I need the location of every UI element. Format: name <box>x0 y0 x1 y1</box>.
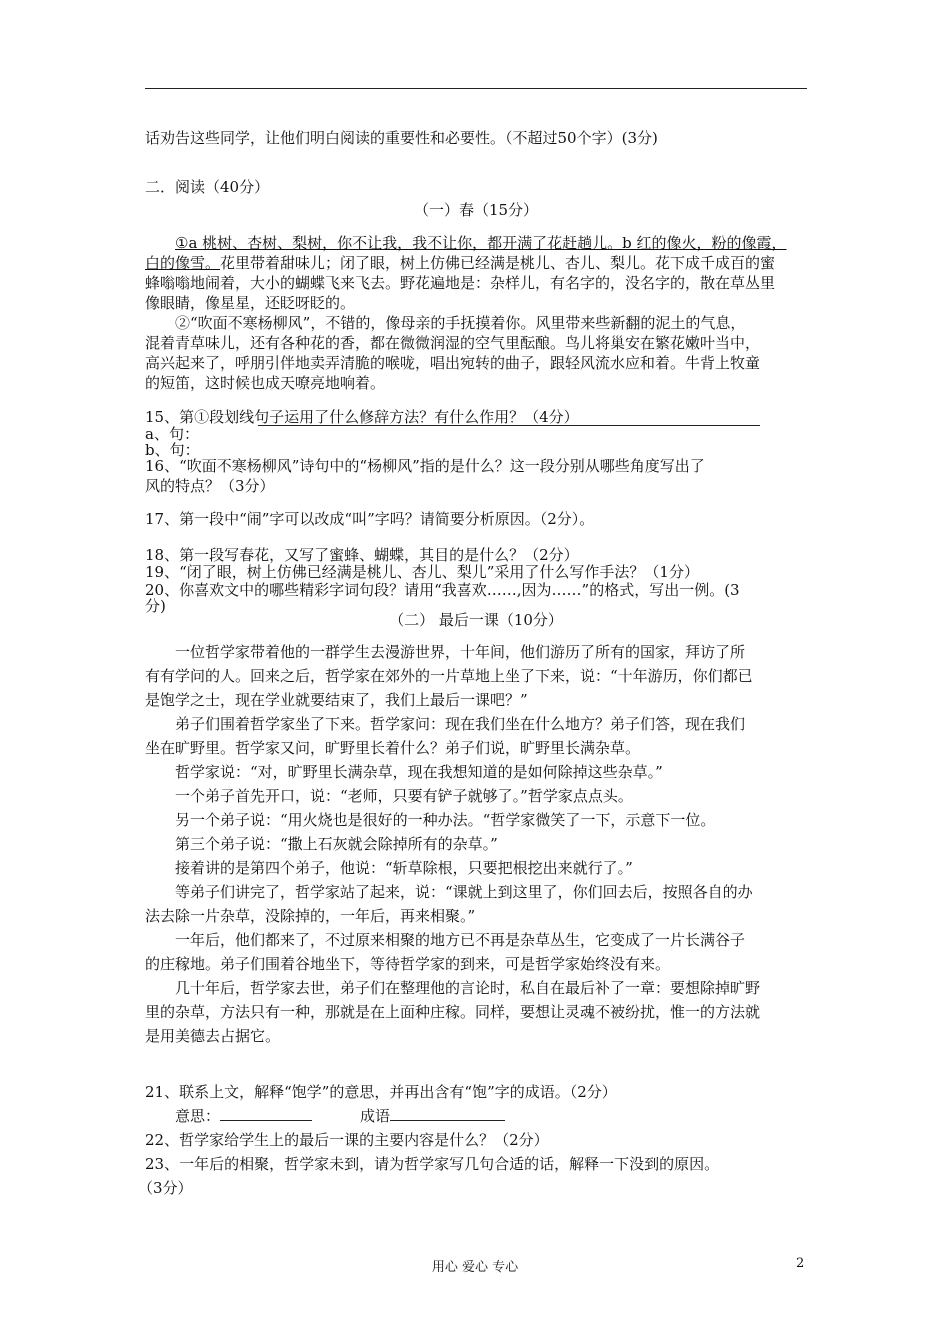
passage2-line: 法去除一片杂草，没除掉的，一年后，再来相聚。” <box>145 907 476 925</box>
question-18: 18、第一段写春花，又写了蜜蜂、蝴蝶，其目的是什么？（2分） <box>145 546 579 564</box>
passage2-line: 等弟子们讲完了，哲学家站了起来，说：“课就上到这里了，你们回去后，按照各自的办 <box>175 883 753 901</box>
passage1-line: ①a 桃树、杏树、梨树，你不让我，我不让你，都开满了花赶趟儿。b 红的像火，粉的像霞， <box>175 234 787 252</box>
passage1-line: ②“吹面不寒杨柳风”，不错的，像母亲的手抚摸着你。风里带来些新翻的泥土的气息， <box>175 314 746 332</box>
passage1-text: 花里带着甜味儿；闭了眼，树上仿佛已经满是桃儿、杏儿、梨儿。花下成千成百的蜜 <box>220 254 776 272</box>
passage2-title: （二） 最后一课（10分） <box>389 611 563 629</box>
question-16: 风的特点？（3分） <box>145 477 275 495</box>
question-15: 15、第①段划线句子运用了什么修辞方法？有什么作用？（4分） <box>145 408 579 426</box>
question-17: 17、第一段中“闹”字可以改成“叫”字吗？请简要分析原因。（2分）。 <box>145 510 595 528</box>
passage2-line: 有有学问的人。回来之后，哲学家在郊外的一片草地上坐了下来，说：“十年游历，你们都已 <box>145 667 753 685</box>
underlined-phrase: 白的像雪。 <box>145 254 221 272</box>
passage2-line: 是用美德去占据它。 <box>145 1027 281 1045</box>
passage2-line: 几十年后，哲学家去世，弟子们在整理他的言论时，私自在最后补了一章：要想除掉旷野 <box>175 979 761 997</box>
passage2-line: 一年后，他们都来了，不过原来相聚的地方已不再是杂草丛生，它变成了一片长满谷子 <box>175 931 746 949</box>
answer-line[interactable] <box>258 425 760 426</box>
question-20: 分) <box>145 597 166 615</box>
question-23: 23、一年后的相聚，哲学家未到，请为哲学家写几句合适的话，解释一下没到的原因。 <box>145 1155 720 1173</box>
passage2-line: 另一个弟子说：“用火烧也是很好的一种办法。“哲学家微笑了一下，示意下一位。 <box>175 811 716 829</box>
passage1-line: 混着青草味儿，还有各种花的香，都在微微润湿的空气里酝酿。鸟儿将巢安在繁花嫩叶当中， <box>145 334 761 352</box>
question-16: 16、“吹面不寒杨柳风”诗句中的“杨柳风”指的是什么？这一段分别从哪些角度写出了 <box>145 457 705 475</box>
question-15a: a、句： <box>145 425 199 443</box>
passage2-line: 是饱学之士，现在学业就要结束了，我们上最后一课吧？” <box>145 691 528 709</box>
passage2-line: 坐在旷野里。哲学家又问，旷野里长着什么？弟子们说，旷野里长满杂草。 <box>145 739 641 757</box>
footer-motto: 用心 爱心 专心 <box>431 1260 519 1275</box>
idiom-blank[interactable] <box>390 1106 505 1121</box>
section-title: 二．阅读（40分） <box>145 178 270 196</box>
question-21: 21、联系上文，解释“饱学”的意思，并再出含有“饱”字的成语。（2分） <box>145 1083 617 1101</box>
question-20: 20、你喜欢文中的哪些精彩字词句段？请用“我喜欢……,因为……”的格式，写出一例。(3 <box>145 581 740 599</box>
question-15b: b、句： <box>145 441 200 459</box>
passage1-line: 像眼睛，像星星，还眨呀眨的。 <box>145 294 356 312</box>
passage2-line: 弟子们围着哲学家坐了下来。哲学家问：现在我们坐在什么地方？弟子们答，现在我们 <box>175 715 746 733</box>
question-23: （3分） <box>138 1179 193 1197</box>
passage2-line: 哲学家说：“对，旷野里长满杂草，现在我想知道的是如何除掉这些杂草。” <box>175 763 663 781</box>
idiom-label: 成语 <box>360 1107 391 1125</box>
passage1-line: 高兴起来了，呼朋引伴地卖弄清脆的喉咙，唱出宛转的曲子，跟轻风流水应和着。牛背上牧童 <box>145 354 761 372</box>
passage2-line: 里的杂草，方法只有一种，那就是在上面种庄稼。同样，要想让灵魂不被纷扰，惟一的方法就 <box>145 1003 761 1021</box>
passage1-line <box>145 253 807 273</box>
passage2-line: 的庄稼地。弟子们围着谷地坐下，等待哲学家的到来，可是哲学家始终没有来。 <box>145 955 671 973</box>
page-number: 2 <box>796 1256 805 1271</box>
top-note: 话劝告这些同学，让他们明白阅读的重要性和必要性。（不超过50个字）(3分) <box>145 129 658 147</box>
passage1-line: 的短笛，这时候也成天嘹亮地响着。 <box>145 374 386 392</box>
passage2-line: 一位哲学家带着他的一群学生去漫游世界，十年间，他们游历了所有的国家，拜访了所 <box>175 643 746 661</box>
meaning-label: 意思： <box>175 1107 221 1125</box>
question-21-fill <box>175 1106 837 1126</box>
passage2-line: 第三个弟子说：“撒上石灰就会除掉所有的杂草。” <box>175 835 498 853</box>
meaning-blank[interactable] <box>220 1106 312 1121</box>
passage2-line: 一个弟子首先开口，说：“老师，只要有铲子就够了。”哲学家点点头。 <box>175 787 633 805</box>
passage2-line: 接着讲的是第四个弟子，他说：“斩草除根，只要把根挖出来就行了。” <box>175 859 633 877</box>
passage1-line: 蜂嗡嗡地闹着，大小的蝴蝶飞来飞去。野花遍地是：杂样儿，有名字的，没名字的，散在草丛里 <box>145 274 776 292</box>
passage1-title: （一）春（15分） <box>413 201 539 219</box>
header-rule <box>145 88 807 89</box>
question-22: 22、哲学家给学生上的最后一课的主要内容是什么？（2分） <box>145 1131 549 1149</box>
question-19: 19、“闭了眼，树上仿佛已经满是桃儿、杏儿、梨儿”采用了什么写作手法？（1分） <box>145 563 699 581</box>
